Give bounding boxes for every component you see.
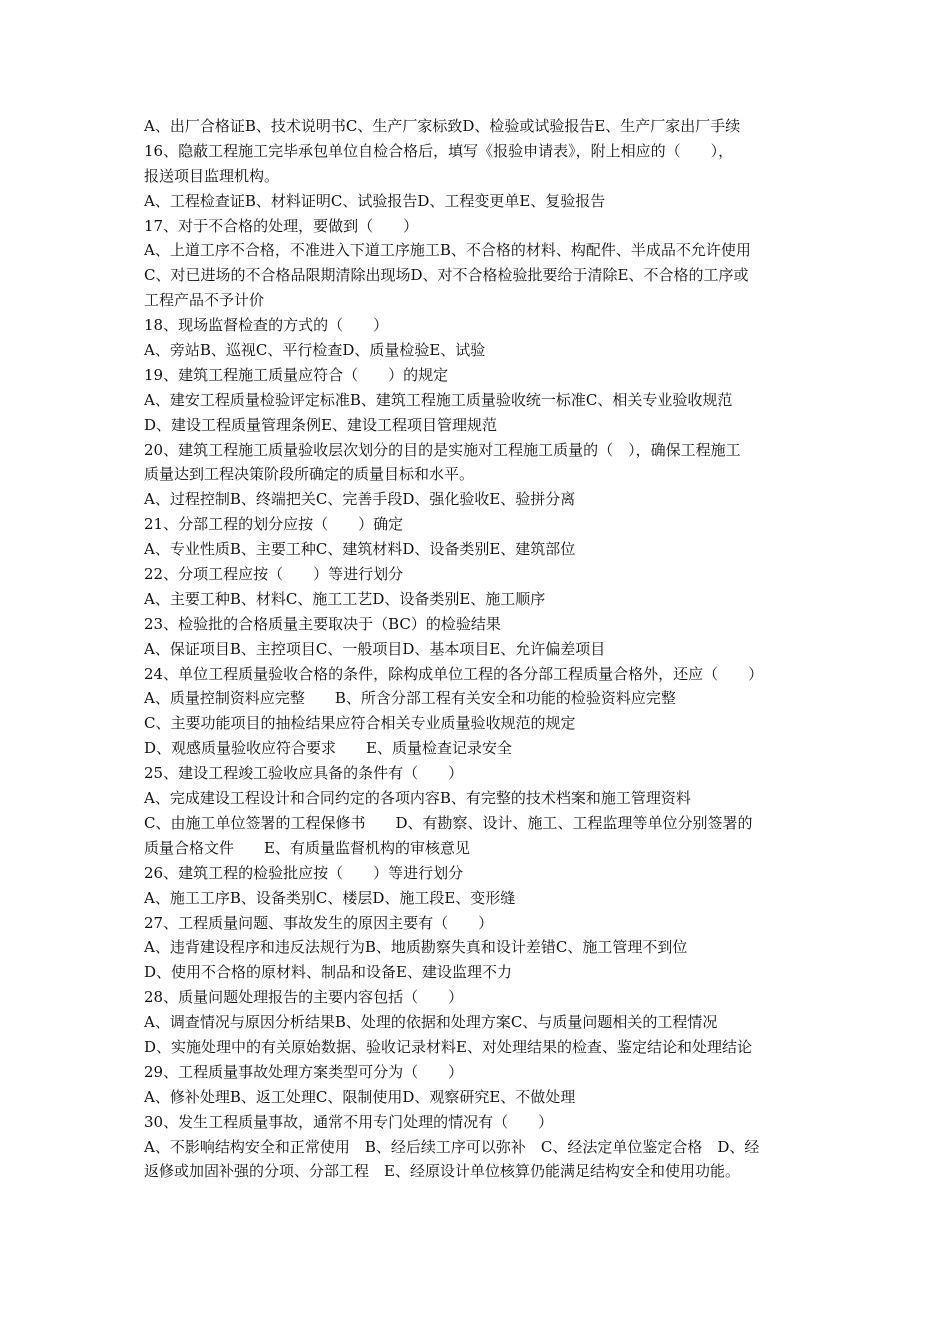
text-line: 23、检验批的合格质量主要取决于（BC）的检验结果 <box>144 614 501 633</box>
text-line: A、专业性质B、主要工种C、建筑材料D、设备类别E、建筑部位 <box>144 540 576 559</box>
text-line: A、工程检查证B、材料证明C、试验报告D、工程变更单E、复验报告 <box>144 191 606 210</box>
text-line: 质量合格文件 E、有质量监督机构的审核意见 <box>144 838 470 857</box>
text-line: A、修补处理B、返工处理C、限制使用D、观察研究E、不做处理 <box>144 1087 576 1106</box>
text-line: A、建安工程质量检验评定标准B、建筑工程施工质量验收统一标准C、相关专业验收规范 <box>144 390 733 409</box>
text-line: D、实施处理中的有关原始数据、验收记录材料E、对处理结果的检查、鉴定结论和处理结论 <box>144 1037 752 1056</box>
text-line: A、过程控制B、终端把关C、完善手段D、强化验收E、验拼分离 <box>144 490 576 509</box>
text-line: A、施工工序B、设备类别C、楼层D、施工段E、变形缝 <box>144 888 516 907</box>
text-line: C、对已进场的不合格品限期清除出现场D、对不合格检验批要给于清除E、不合格的工序或 <box>144 266 749 285</box>
text-line: A、上道工序不合格，不准进入下道工序施工B、不合格的材料、构配件、半成品不允许使用 <box>144 241 751 260</box>
text-line: 质量达到工程决策阶段所确定的质量目标和水平。 <box>144 465 475 484</box>
text-line: A、不影响结构安全和正常使用 B、经后续工序可以弥补 C、经法定单位鉴定合格 D、经 <box>144 1137 760 1156</box>
text-line: 25、建设工程竣工验收应具备的条件有（ ） <box>144 764 464 783</box>
text-line: 19、建筑工程施工质量应符合（ ）的规定 <box>144 365 449 384</box>
text-line: A、旁站B、巡视C、平行检查D、质量检验E、试验 <box>144 341 486 360</box>
text-line: 16、隐蔽工程施工完毕承包单位自检合格后，填写《报验申请表》，附上相应的（ ）， <box>144 141 734 160</box>
text-line: A、出厂合格证B、技术说明书C、生产厂家标致D、检验或试验报告E、生产厂家出厂手续 <box>144 117 741 135</box>
text-line: A、调查情况与原因分析结果B、处理的依据和处理方案C、与质量问题相关的工程情况 <box>144 1013 718 1032</box>
text-line: 29、工程质量事故处理方案类型可分为（ ） <box>144 1062 464 1081</box>
text-line: 报送项目监理机构。 <box>144 166 280 185</box>
text-line: D、使用不合格的原材料、制品和设备E、建设监理不力 <box>144 963 512 982</box>
text-line: A、质量控制资料应完整 B、所含分部工程有关安全和功能的检验资料应完整 <box>144 689 676 708</box>
text-line: 24、单位工程质量验收合格的条件，除构成单位工程的各分部工程质量合格外，还应（ ） <box>144 664 764 683</box>
text-line: 30、发生工程质量事故，通常不用专门处理的情况有（ ） <box>144 1112 554 1131</box>
text-line: 18、现场监督检查的方式的（ ） <box>144 316 389 335</box>
text-line: D、观感质量验收应符合要求 E、质量检查记录安全 <box>144 739 512 758</box>
text-line: 22、分项工程应按（ ）等进行划分 <box>144 565 404 584</box>
text-line: 21、分部工程的划分应按（ ）确定 <box>144 515 404 534</box>
text-line: 17、对于不合格的处理，要做到（ ） <box>144 216 419 235</box>
text-line: C、由施工单位签署的工程保修书 D、有勘察、设计、施工、工程监理等单位分别签署的 <box>144 813 753 832</box>
text-line: A、保证项目B、主控项目C、一般项目D、基本项目E、允许偏差项目 <box>144 639 606 658</box>
text-line: 26、建筑工程的检验批应按（ ）等进行划分 <box>144 863 464 882</box>
text-line: A、主要工种B、材料C、施工工艺D、设备类别E、施工顺序 <box>144 589 546 608</box>
text-line: D、建设工程质量管理条例E、建设工程项目管理规范 <box>144 415 497 434</box>
text-line: 工程产品不予计价 <box>144 291 265 310</box>
text-line: 20、建筑工程施工质量验收层次划分的目的是实施对工程施工质量的（ ），确保工程施工 <box>144 440 741 459</box>
text-line: A、违背建设程序和违反法规行为B、地质勘察失真和设计差错C、施工管理不到位 <box>144 938 688 957</box>
text-line: 28、质量问题处理报告的主要内容包括（ ） <box>144 988 464 1007</box>
document-body <box>144 114 816 1184</box>
text-line: 27、工程质量问题、事故发生的原因主要有（ ） <box>144 913 494 932</box>
text-line: A、完成建设工程设计和合同约定的各项内容B、有完整的技术档案和施工管理资料 <box>144 789 691 808</box>
text-line: C、主要功能项目的抽检结果应符合相关专业质量验收规范的规定 <box>144 714 576 733</box>
text-line: 返修或加固补强的分项、分部工程 E、经原设计单位核算仍能满足结构安全和使用功能。 <box>144 1162 740 1181</box>
